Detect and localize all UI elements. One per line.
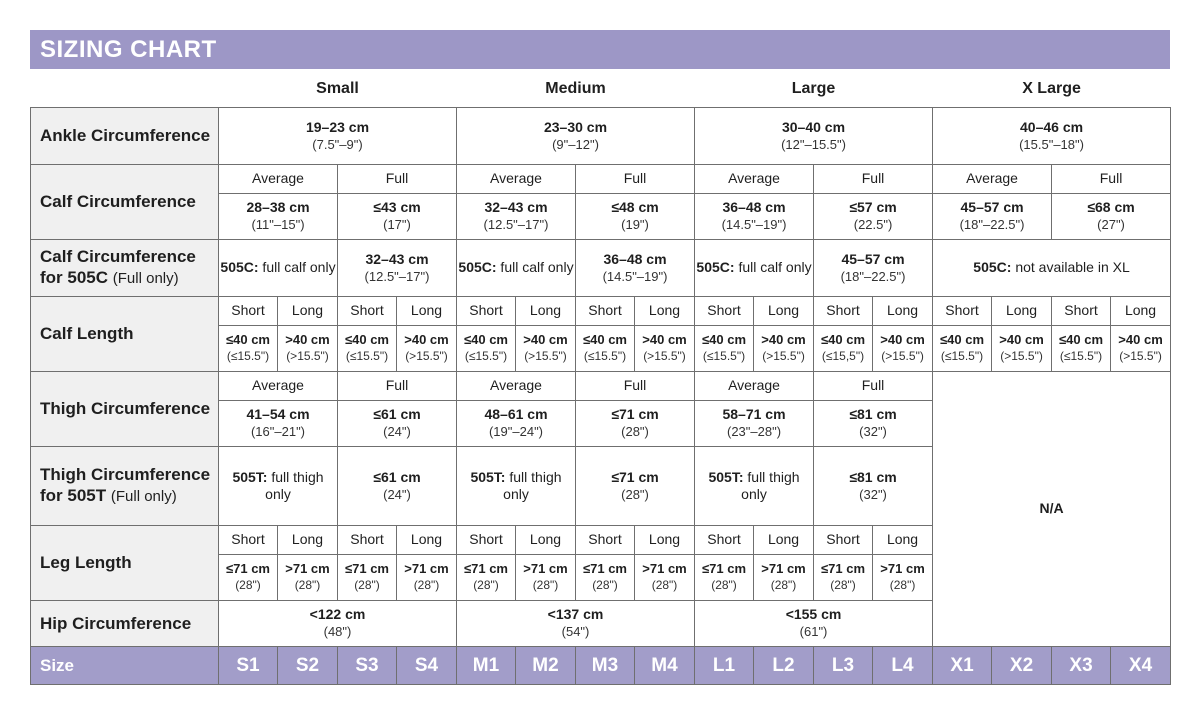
calf-value: ≤43 cm (17"): [338, 193, 457, 239]
row-label-calf-505c: Calf Circumference for 505C (Full only): [31, 239, 219, 296]
thigh-505t-value: ≤71 cm (28"): [576, 446, 695, 525]
leg-length-long-label: Long: [397, 525, 457, 554]
calf-length-long: >40 cm (>15.5"): [1111, 325, 1171, 371]
size-code: S1: [219, 646, 278, 684]
calf-length-long: >40 cm (>15.5"): [278, 325, 338, 371]
header-blank: [31, 70, 219, 107]
size-code: S2: [278, 646, 338, 684]
hip-medium: <137 cm (54"): [457, 600, 695, 646]
calf-length-short-label: Short: [695, 296, 754, 325]
hip-large: <155 cm (61"): [695, 600, 933, 646]
leg-length-short: ≤71 cm (28"): [576, 554, 635, 600]
leg-length-short-label: Short: [219, 525, 278, 554]
ankle-xlarge: 40–46 cm (15.5"–18"): [933, 107, 1171, 164]
size-code: M2: [516, 646, 576, 684]
size-code: X1: [933, 646, 992, 684]
calf-length-long: >40 cm (>15.5"): [754, 325, 814, 371]
leg-length-long: >71 cm (28"): [278, 554, 338, 600]
calf-length-short: ≤40 cm (≤15.5"): [1052, 325, 1111, 371]
leg-length-short: ≤71 cm (28"): [338, 554, 397, 600]
calf-length-long-label: Long: [635, 296, 695, 325]
size-code: S3: [338, 646, 397, 684]
calf-505c-value: 36–48 cm (14.5"–19"): [576, 239, 695, 296]
calf-average-label: Average: [219, 164, 338, 193]
calf-length-short: ≤40 cm (≤15.5"): [338, 325, 397, 371]
thigh-average-label: Average: [695, 371, 814, 400]
leg-length-short-label: Short: [457, 525, 516, 554]
calf-length-short-label: Short: [1052, 296, 1111, 325]
footer-size-label: Size: [31, 646, 219, 684]
thigh-value: 58–71 cm (23"–28"): [695, 400, 814, 446]
size-header-medium: Medium: [545, 79, 606, 97]
calf-value: ≤68 cm (27"): [1052, 193, 1171, 239]
calf-average-label: Average: [695, 164, 814, 193]
calf-length-short-label: Short: [338, 296, 397, 325]
leg-length-long: >71 cm (28"): [397, 554, 457, 600]
calf-full-label: Full: [1052, 164, 1171, 193]
row-label-hip: Hip Circumference: [31, 600, 219, 646]
thigh-505t-note: 505T: full thigh only: [457, 446, 576, 525]
size-code: M1: [457, 646, 516, 684]
leg-length-long: >71 cm (28"): [635, 554, 695, 600]
xl-not-available: N/A: [933, 371, 1171, 646]
calf-value: ≤57 cm (22.5"): [814, 193, 933, 239]
thigh-505t-value: ≤61 cm (24"): [338, 446, 457, 525]
thigh-505t-note: 505T: full thigh only: [695, 446, 814, 525]
hip-small: <122 cm (48"): [219, 600, 457, 646]
calf-length-long: >40 cm (>15.5"): [516, 325, 576, 371]
leg-length-long: >71 cm (28"): [754, 554, 814, 600]
calf-length-short: ≤40 cm (≤15.5"): [219, 325, 278, 371]
calf-length-long: >40 cm (>15.5"): [992, 325, 1052, 371]
calf-average-label: Average: [457, 164, 576, 193]
chart-title: SIZING CHART: [30, 30, 1170, 69]
leg-length-short: ≤71 cm (28"): [695, 554, 754, 600]
calf-505c-note: 505C: full calf only: [695, 239, 814, 296]
leg-length-long: >71 cm (28"): [516, 554, 576, 600]
leg-length-long-label: Long: [754, 525, 814, 554]
calf-length-short-label: Short: [933, 296, 992, 325]
calf-length-long-label: Long: [992, 296, 1052, 325]
calf-505c-xl-note: 505C: not available in XL: [933, 239, 1171, 296]
calf-length-short: ≤40 cm (≤15.5"): [695, 325, 754, 371]
row-label-thigh-505t: Thigh Circumference for 505T (Full only): [31, 446, 219, 525]
calf-length-long-label: Long: [754, 296, 814, 325]
calf-value: 32–43 cm (12.5"–17"): [457, 193, 576, 239]
calf-value: 28–38 cm (11"–15"): [219, 193, 338, 239]
calf-length-short: ≤40 cm (≤15.5"): [457, 325, 516, 371]
size-code: X4: [1111, 646, 1171, 684]
calf-length-long-label: Long: [397, 296, 457, 325]
thigh-value: ≤71 cm (28"): [576, 400, 695, 446]
row-label-calf: Calf Circumference: [31, 164, 219, 239]
size-code: X3: [1052, 646, 1111, 684]
leg-length-short: ≤71 cm (28"): [457, 554, 516, 600]
leg-length-long-label: Long: [635, 525, 695, 554]
leg-length-short-label: Short: [695, 525, 754, 554]
calf-length-short: ≤40 cm (≤15.5"): [576, 325, 635, 371]
thigh-value: 48–61 cm (19"–24"): [457, 400, 576, 446]
calf-value: 36–48 cm (14.5"–19"): [695, 193, 814, 239]
leg-length-short-label: Short: [814, 525, 873, 554]
row-label-calf-length: Calf Length: [31, 296, 219, 371]
size-code: X2: [992, 646, 1052, 684]
size-code: M4: [635, 646, 695, 684]
size-code: L4: [873, 646, 933, 684]
size-code: L2: [754, 646, 814, 684]
calf-value: 45–57 cm (18"–22.5"): [933, 193, 1052, 239]
calf-505c-note: 505C: full calf only: [457, 239, 576, 296]
leg-length-long: >71 cm (28"): [873, 554, 933, 600]
leg-length-short-label: Short: [576, 525, 635, 554]
row-label-thigh: Thigh Circumference: [31, 371, 219, 446]
thigh-average-label: Average: [457, 371, 576, 400]
size-header-xlarge: X Large: [1022, 79, 1081, 97]
calf-505c-value: 45–57 cm (18"–22.5"): [814, 239, 933, 296]
thigh-full-label: Full: [576, 371, 695, 400]
calf-length-short: ≤40 cm (≤15.5"): [933, 325, 992, 371]
row-label-ankle: Ankle Circumference: [31, 107, 219, 164]
size-code: L3: [814, 646, 873, 684]
size-header-large: Large: [791, 79, 836, 97]
thigh-value: ≤81 cm (32"): [814, 400, 933, 446]
thigh-505t-value: ≤81 cm (32"): [814, 446, 933, 525]
sizing-table: [30, 70, 1171, 685]
calf-length-long: >40 cm (>15.5"): [635, 325, 695, 371]
thigh-full-label: Full: [814, 371, 933, 400]
ankle-small: 19–23 cm (7.5"–9"): [219, 107, 457, 164]
leg-length-long-label: Long: [873, 525, 933, 554]
calf-505c-note: 505C: full calf only: [219, 239, 338, 296]
leg-length-long-label: Long: [278, 525, 338, 554]
calf-full-label: Full: [576, 164, 695, 193]
calf-length-long-label: Long: [873, 296, 933, 325]
leg-length-short: ≤71 cm (28"): [814, 554, 873, 600]
calf-length-short-label: Short: [219, 296, 278, 325]
calf-full-label: Full: [338, 164, 457, 193]
calf-505c-value: 32–43 cm (12.5"–17"): [338, 239, 457, 296]
calf-average-label: Average: [933, 164, 1052, 193]
leg-length-long-label: Long: [516, 525, 576, 554]
calf-length-long-label: Long: [516, 296, 576, 325]
row-label-leg-length: Leg Length: [31, 525, 219, 600]
thigh-full-label: Full: [338, 371, 457, 400]
calf-length-short-label: Short: [814, 296, 873, 325]
calf-length-short-label: Short: [457, 296, 516, 325]
calf-length-short-label: Short: [576, 296, 635, 325]
thigh-505t-note: 505T: full thigh only: [219, 446, 338, 525]
size-header-small: Small: [316, 79, 359, 97]
thigh-average-label: Average: [219, 371, 338, 400]
calf-length-long: >40 cm (>15.5"): [397, 325, 457, 371]
leg-length-short-label: Short: [338, 525, 397, 554]
size-code: S4: [397, 646, 457, 684]
calf-length-long: >40 cm (>15.5"): [873, 325, 933, 371]
ankle-large: 30–40 cm (12"–15.5"): [695, 107, 933, 164]
calf-length-long-label: Long: [1111, 296, 1171, 325]
thigh-value: ≤61 cm (24"): [338, 400, 457, 446]
calf-value: ≤48 cm (19"): [576, 193, 695, 239]
ankle-medium: 23–30 cm (9"–12"): [457, 107, 695, 164]
calf-full-label: Full: [814, 164, 933, 193]
calf-length-short: ≤40 cm (≤15,5"): [814, 325, 873, 371]
size-code: L1: [695, 646, 754, 684]
size-code: M3: [576, 646, 635, 684]
leg-length-short: ≤71 cm (28"): [219, 554, 278, 600]
thigh-value: 41–54 cm (16"–21"): [219, 400, 338, 446]
calf-length-long-label: Long: [278, 296, 338, 325]
